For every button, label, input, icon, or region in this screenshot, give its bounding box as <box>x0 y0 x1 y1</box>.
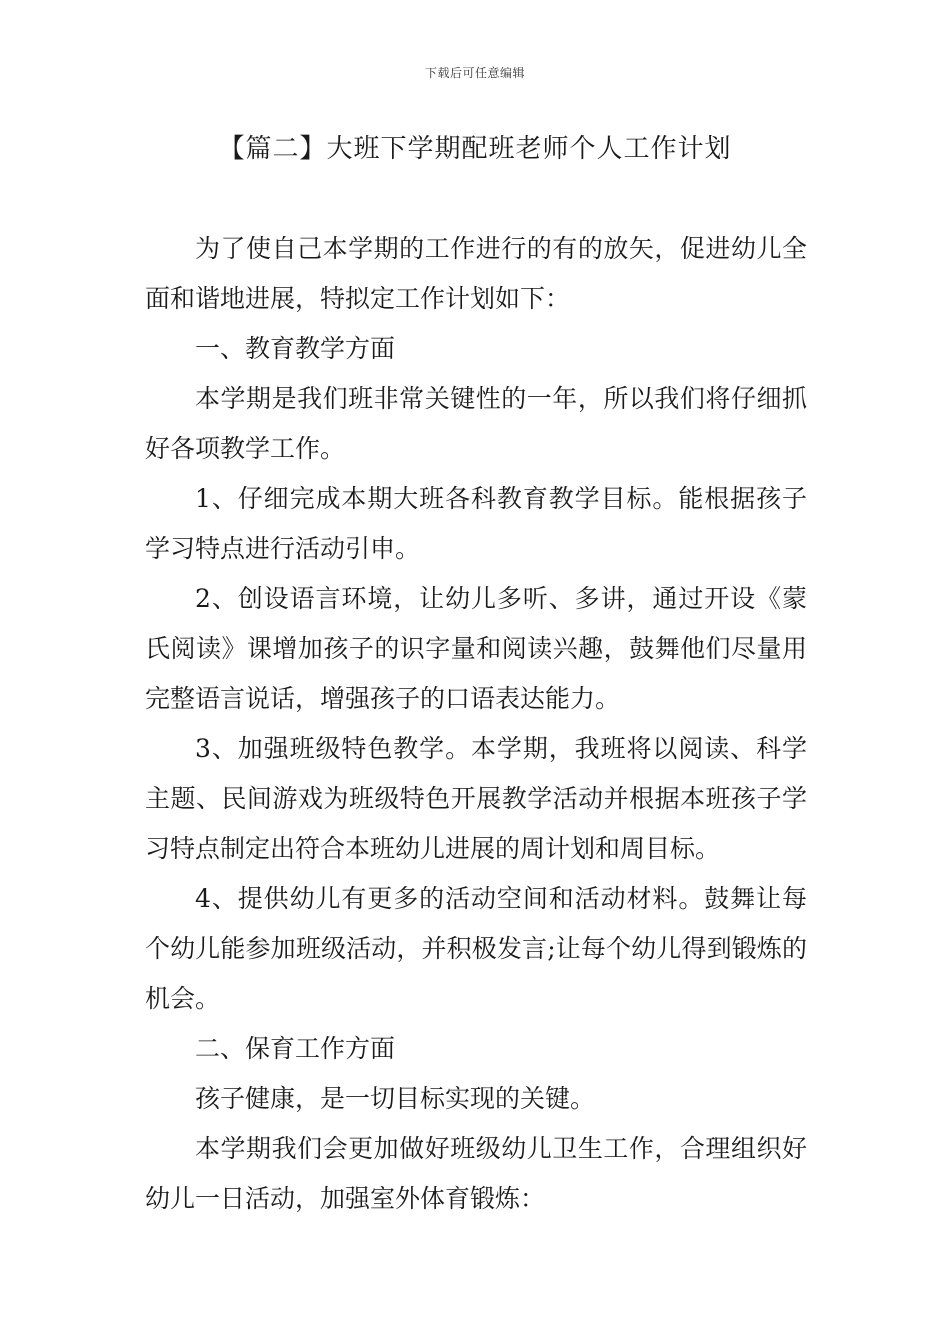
paragraph-education-overview: 本学期是我们班非常关键性的一年，所以我们将仔细抓好各项教学工作。 <box>145 384 807 463</box>
header-note: 下载后可任意编辑 <box>424 66 525 80</box>
paragraph-item-3: 3、加强班级特色教学。本学期，我班将以阅读、科学主题、民间游戏为班级特色开展教学活动并根据本班孩子学习特点制定出符合本班幼儿进展的周计划和周目标。 <box>145 734 807 863</box>
document-body <box>145 224 807 1224</box>
paragraph-intro: 为了使自己本学期的工作进行的有的放矢，促进幼儿全面和谐地进展，特拟定工作计划如下： <box>145 234 807 313</box>
paragraph-item-1: 1、仔细完成本期大班各科教育教学目标。能根据孩子学习特点进行活动引申。 <box>145 484 807 563</box>
section-heading-education: 一、教育教学方面 <box>195 334 396 363</box>
paragraph-item-2: 2、创设语言环境，让幼儿多听、多讲，通过开设《蒙氏阅读》课增加孩子的识字量和阅读兴趣，鼓舞他们尽量用完整语言说话，增强孩子的口语表达能力。 <box>145 584 807 713</box>
paragraph-health: 孩子健康，是一切目标实现的关键。 <box>195 1084 596 1113</box>
paragraph-item-4: 4、提供幼儿有更多的活动空间和活动材料。鼓舞让每个幼儿能参加班级活动，并积极发言;让每个幼儿得到锻炼的机会。 <box>145 884 807 1013</box>
document-title: 【篇二】大班下学期配班老师个人工作计划 <box>218 134 732 164</box>
paragraph-hygiene: 本学期我们会更加做好班级幼儿卫生工作，合理组织好幼儿一日活动，加强室外体育锻炼： <box>145 1134 807 1213</box>
section-heading-care: 二、保育工作方面 <box>195 1034 396 1063</box>
